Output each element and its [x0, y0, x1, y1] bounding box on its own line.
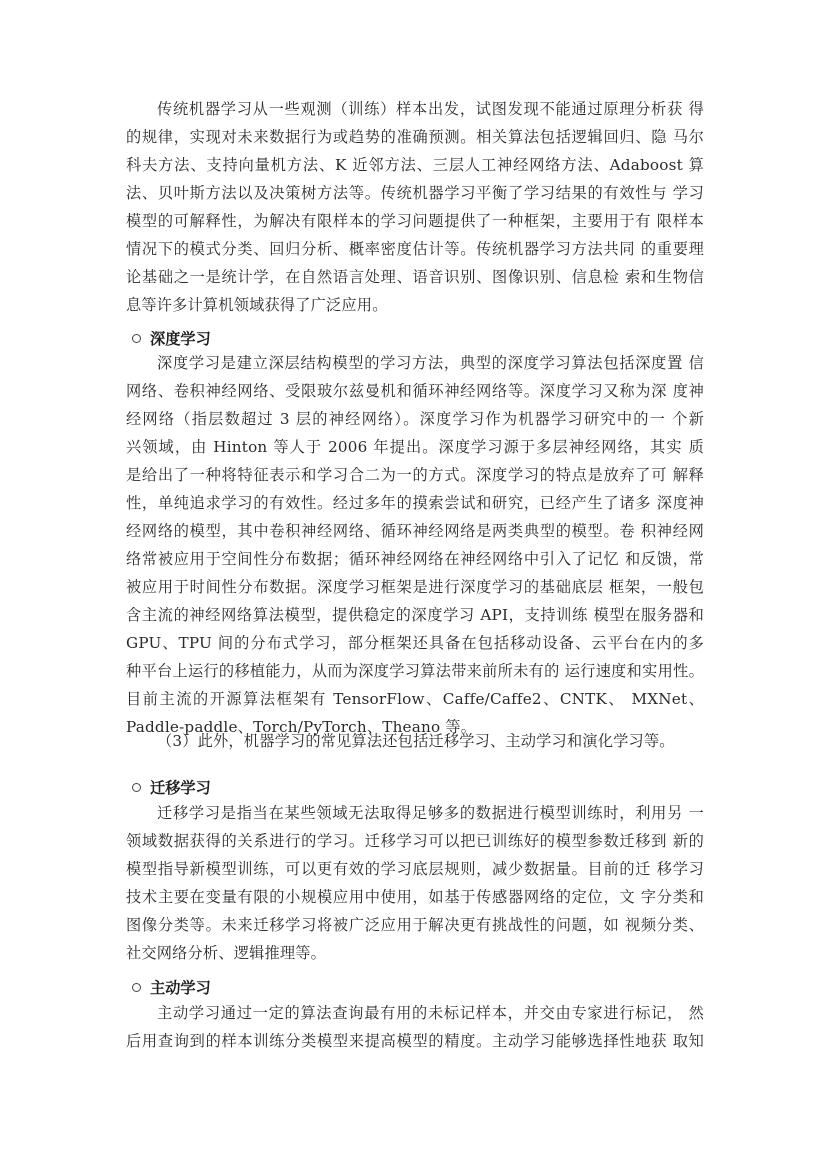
- paragraph-line: 模型指导新模型训练，可以更有效的学习底层规则，减少数据量。目前的迁 移学习: [126, 860, 704, 878]
- section-heading-active-learning: [126, 974, 211, 1002]
- paragraph-line: 情况下的模式分类、回归分析、概率密度估计等。传统机器学习方法共同 的重要理: [126, 240, 704, 258]
- section-heading-transfer-learning: [126, 774, 211, 802]
- paragraph-line: 论基础之一是统计学，在自然语言处理、语音识别、图像识别、信息检 索和生物信: [126, 268, 704, 286]
- section-heading-text: 主动学习: [150, 979, 211, 997]
- paragraph-line: 目前主流的开源算法框架有 TensorFlow、Caffe/Caffe2、CNTK、 MXNet、: [126, 690, 704, 708]
- paragraph-line: 兴领域，由 Hinton 等人于 2006 年提出。深度学习源于多层神经网络，其实 质: [126, 438, 704, 456]
- paragraph-line: 种平台上运行的移植能力，从而为深度学习算法带来前所未有的 运行速度和实用性。: [126, 662, 704, 680]
- section-heading-text: 深度学习: [150, 330, 211, 348]
- paragraph-line: 是给出了一种将特征表示和学习合二为一的方式。深度学习的特点是放弃了可 解释: [126, 466, 704, 484]
- paragraph-line: 含主流的神经网络算法模型，提供稳定的深度学习 API，支持训练 模型在服务器和: [126, 606, 704, 624]
- paragraph-line: 络常被应用于空间性分布数据；循环神经网络在神经网络中引入了记忆 和反馈，常: [126, 550, 704, 568]
- paragraph-line: 网络、卷积神经网络、受限玻尔兹曼机和循环神经网络等。深度学习又称为深 度神: [126, 382, 704, 400]
- paragraph-line: 的规律，实现对未来数据行为或趋势的准确预测。相关算法包括逻辑回归、隐 马尔: [126, 128, 704, 146]
- paragraph-line: 科夫方法、支持向量机方法、K 近邻方法、三层人工神经网络方法、Adaboost 算: [126, 156, 704, 174]
- paragraph-line: 经网络的模型，其中卷积神经网络、循环神经网络是两类典型的模型。卷 积神经网: [126, 522, 704, 540]
- paragraph-line: （3）此外，机器学习的常见算法还包括迁移学习、主动学习和演化学习等。: [157, 732, 675, 750]
- paragraph-line: 模型的可解释性，为解决有限样本的学习问题提供了一种框架，主要用于有 限样本: [126, 212, 704, 230]
- note-paragraph: [126, 727, 704, 755]
- section-heading-text: 迁移学习: [150, 779, 211, 797]
- paragraph-line: 传统机器学习从一些观测（训练）样本出发，试图发现不能通过原理分析获 得: [157, 100, 704, 118]
- paragraph-line: GPU、TPU 间的分布式学习，部分框架还具备在包括移动设备、云平台在内的多: [126, 634, 704, 652]
- paragraph-line: 技术主要在变量有限的小规模应用中使用，如基于传感器网络的定位，文 字分类和: [126, 888, 704, 906]
- paragraph-line: 法、贝叶斯方法以及决策树方法等。传统机器学习平衡了学习结果的有效性与 学习: [126, 184, 704, 202]
- paragraph-line: 深度学习是建立深层结构模型的学习方法，典型的深度学习算法包括深度置 信: [157, 354, 704, 372]
- paragraph-line: 社交网络分析、逻辑推理等。: [126, 944, 327, 962]
- hollow-circle-bullet-icon: [132, 334, 141, 343]
- active-learning-paragraph: [126, 999, 704, 1055]
- intro-paragraph: [126, 95, 704, 319]
- transfer-learning-paragraph: [126, 799, 704, 967]
- hollow-circle-bullet-icon: [132, 983, 141, 992]
- paragraph-line: 被应用于时间性分布数据。深度学习框架是进行深度学习的基础底层 框架，一般包: [126, 578, 704, 596]
- paragraph-line: 图像分类等。未来迁移学习将被广泛应用于解决更有挑战性的问题，如 视频分类、: [126, 916, 704, 934]
- paragraph-line: 主动学习通过一定的算法查询最有用的未标记样本，并交由专家进行标记， 然: [157, 1004, 704, 1022]
- paragraph-line: 后用查询到的样本训练分类模型来提高模型的精度。主动学习能够选择性地获 取知: [126, 1032, 704, 1050]
- hollow-circle-bullet-icon: [132, 783, 141, 792]
- paragraph-line: 息等许多计算机领域获得了广泛应用。: [126, 296, 388, 314]
- paragraph-line: 迁移学习是指当在某些领域无法取得足够多的数据进行模型训练时，利用另 一: [157, 804, 704, 822]
- paragraph-line: 性，单纯追求学习的有效性。经过多年的摸索尝试和研究，已经产生了诸多 深度神: [126, 494, 704, 512]
- paragraph-line: 领域数据获得的关系进行的学习。迁移学习可以把已训练好的模型参数迁移到 新的: [126, 832, 704, 850]
- paragraph-line: 经网络（指层数超过 3 层的神经网络）。深度学习作为机器学习研究中的一 个新: [126, 410, 704, 428]
- deep-learning-paragraph: [126, 349, 704, 741]
- paragraph-line: Paddle-paddle、Torch/PyTorch、Theano 等。: [126, 718, 477, 736]
